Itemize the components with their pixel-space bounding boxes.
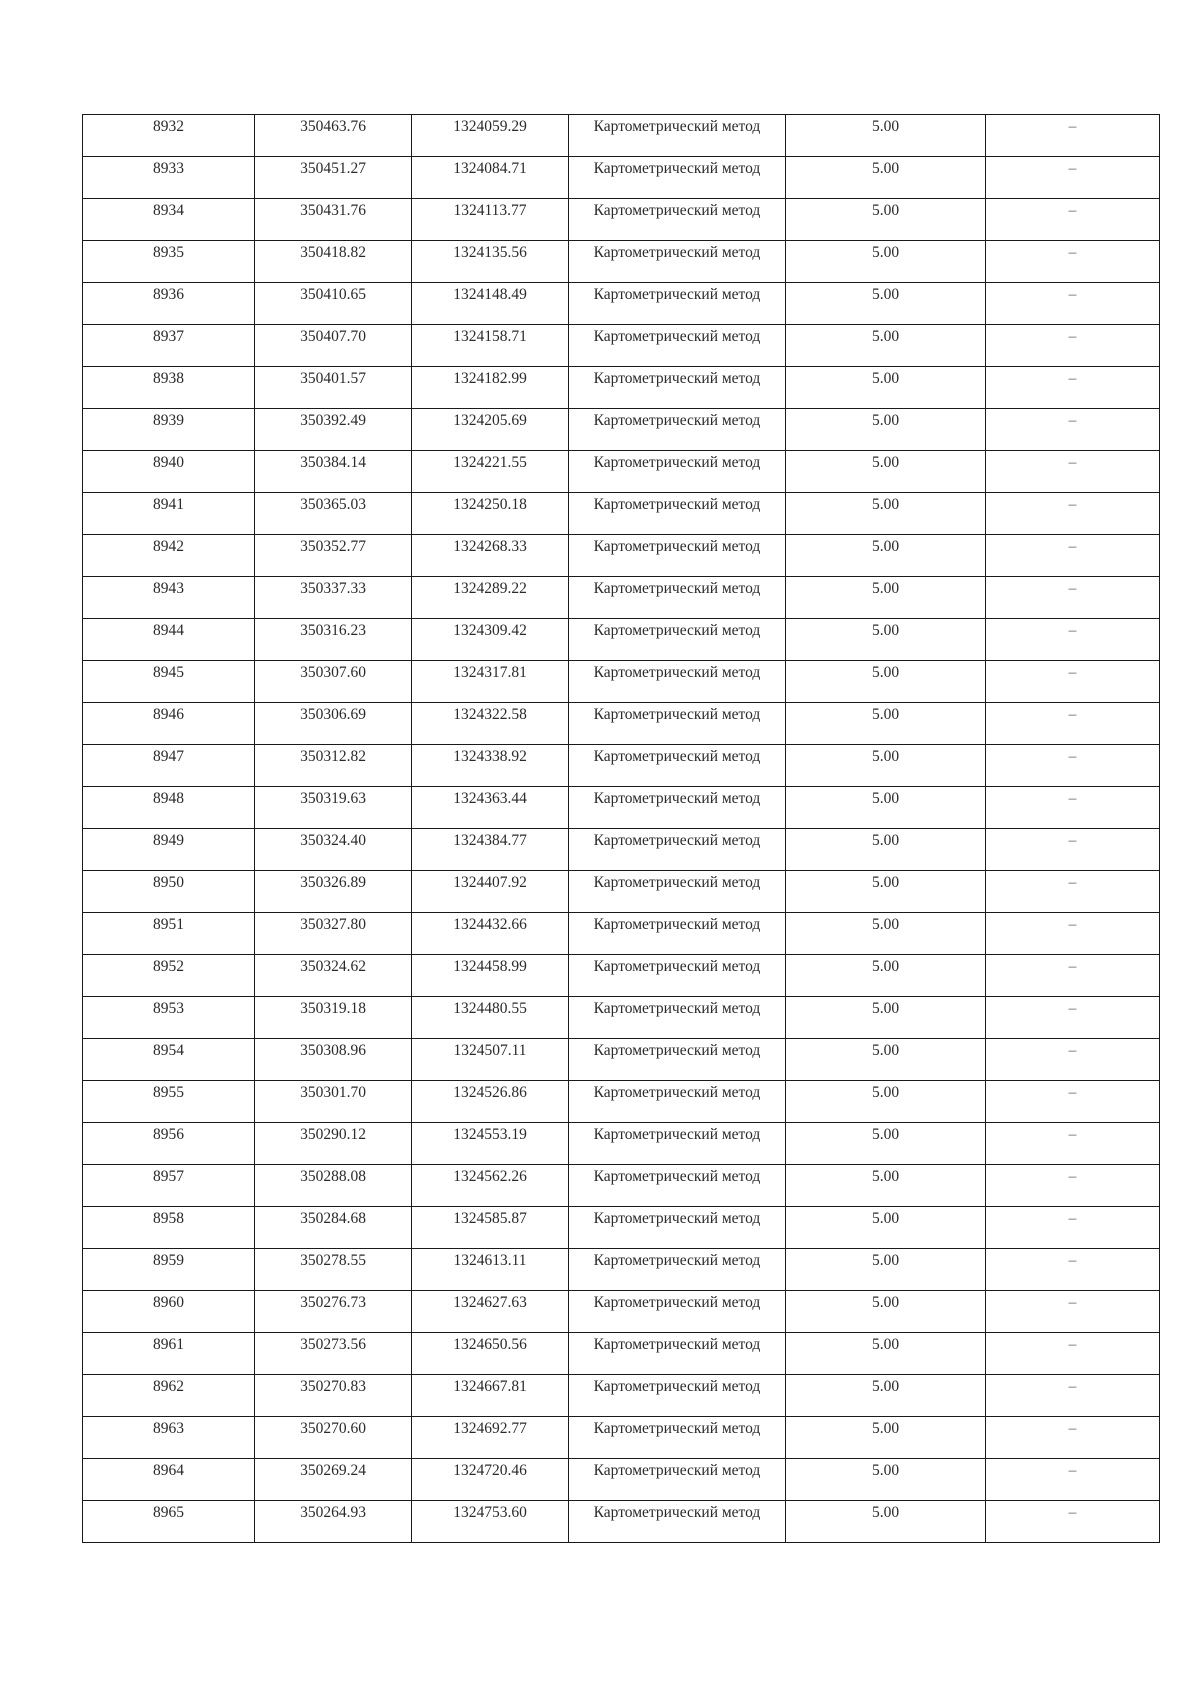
note-cell: –	[986, 1081, 1160, 1123]
accuracy-cell: 5.00	[786, 367, 986, 409]
method-cell: Картометрический метод	[569, 451, 786, 493]
accuracy-cell: 5.00	[786, 955, 986, 997]
table-row	[83, 661, 1160, 703]
point-number-cell: 8932	[83, 115, 255, 157]
y-coordinate-cell: 1324553.19	[412, 1123, 569, 1165]
y-coordinate-cell: 1324507.11	[412, 1039, 569, 1081]
note-cell: –	[986, 1501, 1160, 1543]
table-row	[83, 745, 1160, 787]
point-number-cell: 8948	[83, 787, 255, 829]
x-coordinate-cell: 350269.24	[255, 1459, 412, 1501]
note-cell: –	[986, 1039, 1160, 1081]
method-cell: Картометрический метод	[569, 535, 786, 577]
point-number-cell: 8940	[83, 451, 255, 493]
method-cell: Картометрический метод	[569, 787, 786, 829]
y-coordinate-cell: 1324753.60	[412, 1501, 569, 1543]
accuracy-cell: 5.00	[786, 997, 986, 1039]
note-cell: –	[986, 913, 1160, 955]
point-number-cell: 8956	[83, 1123, 255, 1165]
point-number-cell: 8961	[83, 1333, 255, 1375]
point-number-cell: 8942	[83, 535, 255, 577]
point-number-cell: 8960	[83, 1291, 255, 1333]
note-cell: –	[986, 871, 1160, 913]
x-coordinate-cell: 350365.03	[255, 493, 412, 535]
point-number-cell: 8958	[83, 1207, 255, 1249]
table-row	[83, 115, 1160, 157]
y-coordinate-cell: 1324667.81	[412, 1375, 569, 1417]
accuracy-cell: 5.00	[786, 451, 986, 493]
x-coordinate-cell: 350418.82	[255, 241, 412, 283]
y-coordinate-cell: 1324407.92	[412, 871, 569, 913]
accuracy-cell: 5.00	[786, 157, 986, 199]
accuracy-cell: 5.00	[786, 1375, 986, 1417]
method-cell: Картометрический метод	[569, 367, 786, 409]
x-coordinate-cell: 350270.83	[255, 1375, 412, 1417]
note-cell: –	[986, 1165, 1160, 1207]
note-cell: –	[986, 451, 1160, 493]
point-number-cell: 8963	[83, 1417, 255, 1459]
method-cell: Картометрический метод	[569, 577, 786, 619]
method-cell: Картометрический метод	[569, 1081, 786, 1123]
y-coordinate-cell: 1324309.42	[412, 619, 569, 661]
note-cell: –	[986, 535, 1160, 577]
method-cell: Картометрический метод	[569, 829, 786, 871]
x-coordinate-cell: 350284.68	[255, 1207, 412, 1249]
table-row	[83, 367, 1160, 409]
method-cell: Картометрический метод	[569, 325, 786, 367]
method-cell: Картометрический метод	[569, 1039, 786, 1081]
point-number-cell: 8937	[83, 325, 255, 367]
table-row	[83, 493, 1160, 535]
accuracy-cell: 5.00	[786, 745, 986, 787]
y-coordinate-cell: 1324084.71	[412, 157, 569, 199]
y-coordinate-cell: 1324432.66	[412, 913, 569, 955]
y-coordinate-cell: 1324205.69	[412, 409, 569, 451]
y-coordinate-cell: 1324384.77	[412, 829, 569, 871]
table-row	[83, 535, 1160, 577]
accuracy-cell: 5.00	[786, 787, 986, 829]
method-cell: Картометрический метод	[569, 1375, 786, 1417]
table-row	[83, 871, 1160, 913]
y-coordinate-cell: 1324720.46	[412, 1459, 569, 1501]
table-row	[83, 451, 1160, 493]
x-coordinate-cell: 350307.60	[255, 661, 412, 703]
x-coordinate-cell: 350326.89	[255, 871, 412, 913]
x-coordinate-cell: 350431.76	[255, 199, 412, 241]
point-number-cell: 8939	[83, 409, 255, 451]
point-number-cell: 8959	[83, 1249, 255, 1291]
note-cell: –	[986, 1123, 1160, 1165]
table-row	[83, 241, 1160, 283]
y-coordinate-cell: 1324480.55	[412, 997, 569, 1039]
table-row	[83, 619, 1160, 661]
x-coordinate-cell: 350319.63	[255, 787, 412, 829]
accuracy-cell: 5.00	[786, 1291, 986, 1333]
accuracy-cell: 5.00	[786, 535, 986, 577]
note-cell: –	[986, 367, 1160, 409]
method-cell: Картометрический метод	[569, 1249, 786, 1291]
y-coordinate-cell: 1324221.55	[412, 451, 569, 493]
table-row	[83, 1165, 1160, 1207]
point-number-cell: 8955	[83, 1081, 255, 1123]
table-row	[83, 1375, 1160, 1417]
point-number-cell: 8957	[83, 1165, 255, 1207]
method-cell: Картометрический метод	[569, 955, 786, 997]
accuracy-cell: 5.00	[786, 1501, 986, 1543]
note-cell: –	[986, 1417, 1160, 1459]
method-cell: Картометрический метод	[569, 409, 786, 451]
accuracy-cell: 5.00	[786, 619, 986, 661]
accuracy-cell: 5.00	[786, 325, 986, 367]
table-body	[83, 115, 1160, 1543]
x-coordinate-cell: 350308.96	[255, 1039, 412, 1081]
accuracy-cell: 5.00	[786, 703, 986, 745]
table-row	[83, 997, 1160, 1039]
note-cell: –	[986, 577, 1160, 619]
table-row	[83, 157, 1160, 199]
table-row	[83, 577, 1160, 619]
point-number-cell: 8945	[83, 661, 255, 703]
point-number-cell: 8953	[83, 997, 255, 1039]
note-cell: –	[986, 745, 1160, 787]
point-number-cell: 8938	[83, 367, 255, 409]
method-cell: Картометрический метод	[569, 493, 786, 535]
y-coordinate-cell: 1324182.99	[412, 367, 569, 409]
x-coordinate-cell: 350337.33	[255, 577, 412, 619]
x-coordinate-cell: 350273.56	[255, 1333, 412, 1375]
table-row	[83, 1081, 1160, 1123]
x-coordinate-cell: 350324.62	[255, 955, 412, 997]
note-cell: –	[986, 1207, 1160, 1249]
x-coordinate-cell: 350270.60	[255, 1417, 412, 1459]
y-coordinate-cell: 1324692.77	[412, 1417, 569, 1459]
accuracy-cell: 5.00	[786, 829, 986, 871]
x-coordinate-cell: 350316.23	[255, 619, 412, 661]
point-number-cell: 8965	[83, 1501, 255, 1543]
method-cell: Картометрический метод	[569, 1333, 786, 1375]
table-row	[83, 199, 1160, 241]
y-coordinate-cell: 1324059.29	[412, 115, 569, 157]
table-row	[83, 1039, 1160, 1081]
x-coordinate-cell: 350312.82	[255, 745, 412, 787]
y-coordinate-cell: 1324363.44	[412, 787, 569, 829]
table-row	[83, 1333, 1160, 1375]
note-cell: –	[986, 787, 1160, 829]
method-cell: Картометрический метод	[569, 199, 786, 241]
accuracy-cell: 5.00	[786, 241, 986, 283]
x-coordinate-cell: 350290.12	[255, 1123, 412, 1165]
method-cell: Картометрический метод	[569, 115, 786, 157]
method-cell: Картометрический метод	[569, 241, 786, 283]
y-coordinate-cell: 1324113.77	[412, 199, 569, 241]
accuracy-cell: 5.00	[786, 871, 986, 913]
x-coordinate-cell: 350392.49	[255, 409, 412, 451]
note-cell: –	[986, 241, 1160, 283]
table-row	[83, 1291, 1160, 1333]
accuracy-cell: 5.00	[786, 1207, 986, 1249]
note-cell: –	[986, 199, 1160, 241]
accuracy-cell: 5.00	[786, 1165, 986, 1207]
point-number-cell: 8943	[83, 577, 255, 619]
method-cell: Картометрический метод	[569, 283, 786, 325]
point-number-cell: 8944	[83, 619, 255, 661]
y-coordinate-cell: 1324148.49	[412, 283, 569, 325]
x-coordinate-cell: 350463.76	[255, 115, 412, 157]
note-cell: –	[986, 829, 1160, 871]
y-coordinate-cell: 1324268.33	[412, 535, 569, 577]
note-cell: –	[986, 409, 1160, 451]
table-row	[83, 1417, 1160, 1459]
y-coordinate-cell: 1324613.11	[412, 1249, 569, 1291]
accuracy-cell: 5.00	[786, 1459, 986, 1501]
accuracy-cell: 5.00	[786, 1249, 986, 1291]
note-cell: –	[986, 619, 1160, 661]
note-cell: –	[986, 1333, 1160, 1375]
x-coordinate-cell: 350319.18	[255, 997, 412, 1039]
method-cell: Картометрический метод	[569, 1417, 786, 1459]
method-cell: Картометрический метод	[569, 1165, 786, 1207]
accuracy-cell: 5.00	[786, 1081, 986, 1123]
table-row	[83, 703, 1160, 745]
x-coordinate-cell: 350384.14	[255, 451, 412, 493]
y-coordinate-cell: 1324526.86	[412, 1081, 569, 1123]
x-coordinate-cell: 350324.40	[255, 829, 412, 871]
table-row	[83, 1249, 1160, 1291]
y-coordinate-cell: 1324458.99	[412, 955, 569, 997]
y-coordinate-cell: 1324562.26	[412, 1165, 569, 1207]
accuracy-cell: 5.00	[786, 1333, 986, 1375]
note-cell: –	[986, 157, 1160, 199]
accuracy-cell: 5.00	[786, 493, 986, 535]
x-coordinate-cell: 350264.93	[255, 1501, 412, 1543]
table-row	[83, 787, 1160, 829]
point-number-cell: 8952	[83, 955, 255, 997]
point-number-cell: 8949	[83, 829, 255, 871]
table-row	[83, 829, 1160, 871]
table-row	[83, 1501, 1160, 1543]
point-number-cell: 8954	[83, 1039, 255, 1081]
point-number-cell: 8950	[83, 871, 255, 913]
table-row	[83, 1123, 1160, 1165]
accuracy-cell: 5.00	[786, 115, 986, 157]
note-cell: –	[986, 493, 1160, 535]
point-number-cell: 8934	[83, 199, 255, 241]
method-cell: Картометрический метод	[569, 745, 786, 787]
y-coordinate-cell: 1324338.92	[412, 745, 569, 787]
x-coordinate-cell: 350288.08	[255, 1165, 412, 1207]
accuracy-cell: 5.00	[786, 199, 986, 241]
method-cell: Картометрический метод	[569, 157, 786, 199]
y-coordinate-cell: 1324158.71	[412, 325, 569, 367]
accuracy-cell: 5.00	[786, 1123, 986, 1165]
point-number-cell: 8936	[83, 283, 255, 325]
accuracy-cell: 5.00	[786, 283, 986, 325]
method-cell: Картометрический метод	[569, 871, 786, 913]
x-coordinate-cell: 350301.70	[255, 1081, 412, 1123]
note-cell: –	[986, 1459, 1160, 1501]
method-cell: Картометрический метод	[569, 1207, 786, 1249]
note-cell: –	[986, 997, 1160, 1039]
method-cell: Картометрический метод	[569, 1459, 786, 1501]
note-cell: –	[986, 1375, 1160, 1417]
method-cell: Картометрический метод	[569, 661, 786, 703]
y-coordinate-cell: 1324322.58	[412, 703, 569, 745]
x-coordinate-cell: 350278.55	[255, 1249, 412, 1291]
accuracy-cell: 5.00	[786, 913, 986, 955]
y-coordinate-cell: 1324135.56	[412, 241, 569, 283]
x-coordinate-cell: 350306.69	[255, 703, 412, 745]
y-coordinate-cell: 1324250.18	[412, 493, 569, 535]
x-coordinate-cell: 350407.70	[255, 325, 412, 367]
method-cell: Картометрический метод	[569, 913, 786, 955]
x-coordinate-cell: 350410.65	[255, 283, 412, 325]
table-row	[83, 325, 1160, 367]
note-cell: –	[986, 115, 1160, 157]
note-cell: –	[986, 283, 1160, 325]
note-cell: –	[986, 1291, 1160, 1333]
y-coordinate-cell: 1324289.22	[412, 577, 569, 619]
x-coordinate-cell: 350401.57	[255, 367, 412, 409]
point-number-cell: 8947	[83, 745, 255, 787]
table-row	[83, 913, 1160, 955]
method-cell: Картометрический метод	[569, 1501, 786, 1543]
accuracy-cell: 5.00	[786, 577, 986, 619]
point-number-cell: 8935	[83, 241, 255, 283]
y-coordinate-cell: 1324627.63	[412, 1291, 569, 1333]
table-row	[83, 283, 1160, 325]
point-number-cell: 8962	[83, 1375, 255, 1417]
table-row	[83, 1459, 1160, 1501]
note-cell: –	[986, 703, 1160, 745]
point-number-cell: 8941	[83, 493, 255, 535]
note-cell: –	[986, 661, 1160, 703]
point-number-cell: 8951	[83, 913, 255, 955]
accuracy-cell: 5.00	[786, 1417, 986, 1459]
method-cell: Картометрический метод	[569, 619, 786, 661]
method-cell: Картометрический метод	[569, 1123, 786, 1165]
x-coordinate-cell: 350276.73	[255, 1291, 412, 1333]
table-row	[83, 409, 1160, 451]
method-cell: Картометрический метод	[569, 1291, 786, 1333]
accuracy-cell: 5.00	[786, 1039, 986, 1081]
point-number-cell: 8933	[83, 157, 255, 199]
y-coordinate-cell: 1324317.81	[412, 661, 569, 703]
table-row	[83, 955, 1160, 997]
x-coordinate-cell: 350352.77	[255, 535, 412, 577]
note-cell: –	[986, 325, 1160, 367]
note-cell: –	[986, 955, 1160, 997]
x-coordinate-cell: 350327.80	[255, 913, 412, 955]
point-number-cell: 8964	[83, 1459, 255, 1501]
table-row	[83, 1207, 1160, 1249]
y-coordinate-cell: 1324585.87	[412, 1207, 569, 1249]
accuracy-cell: 5.00	[786, 661, 986, 703]
method-cell: Картометрический метод	[569, 997, 786, 1039]
accuracy-cell: 5.00	[786, 409, 986, 451]
point-number-cell: 8946	[83, 703, 255, 745]
x-coordinate-cell: 350451.27	[255, 157, 412, 199]
coordinates-table	[82, 114, 1160, 1543]
y-coordinate-cell: 1324650.56	[412, 1333, 569, 1375]
method-cell: Картометрический метод	[569, 703, 786, 745]
note-cell: –	[986, 1249, 1160, 1291]
